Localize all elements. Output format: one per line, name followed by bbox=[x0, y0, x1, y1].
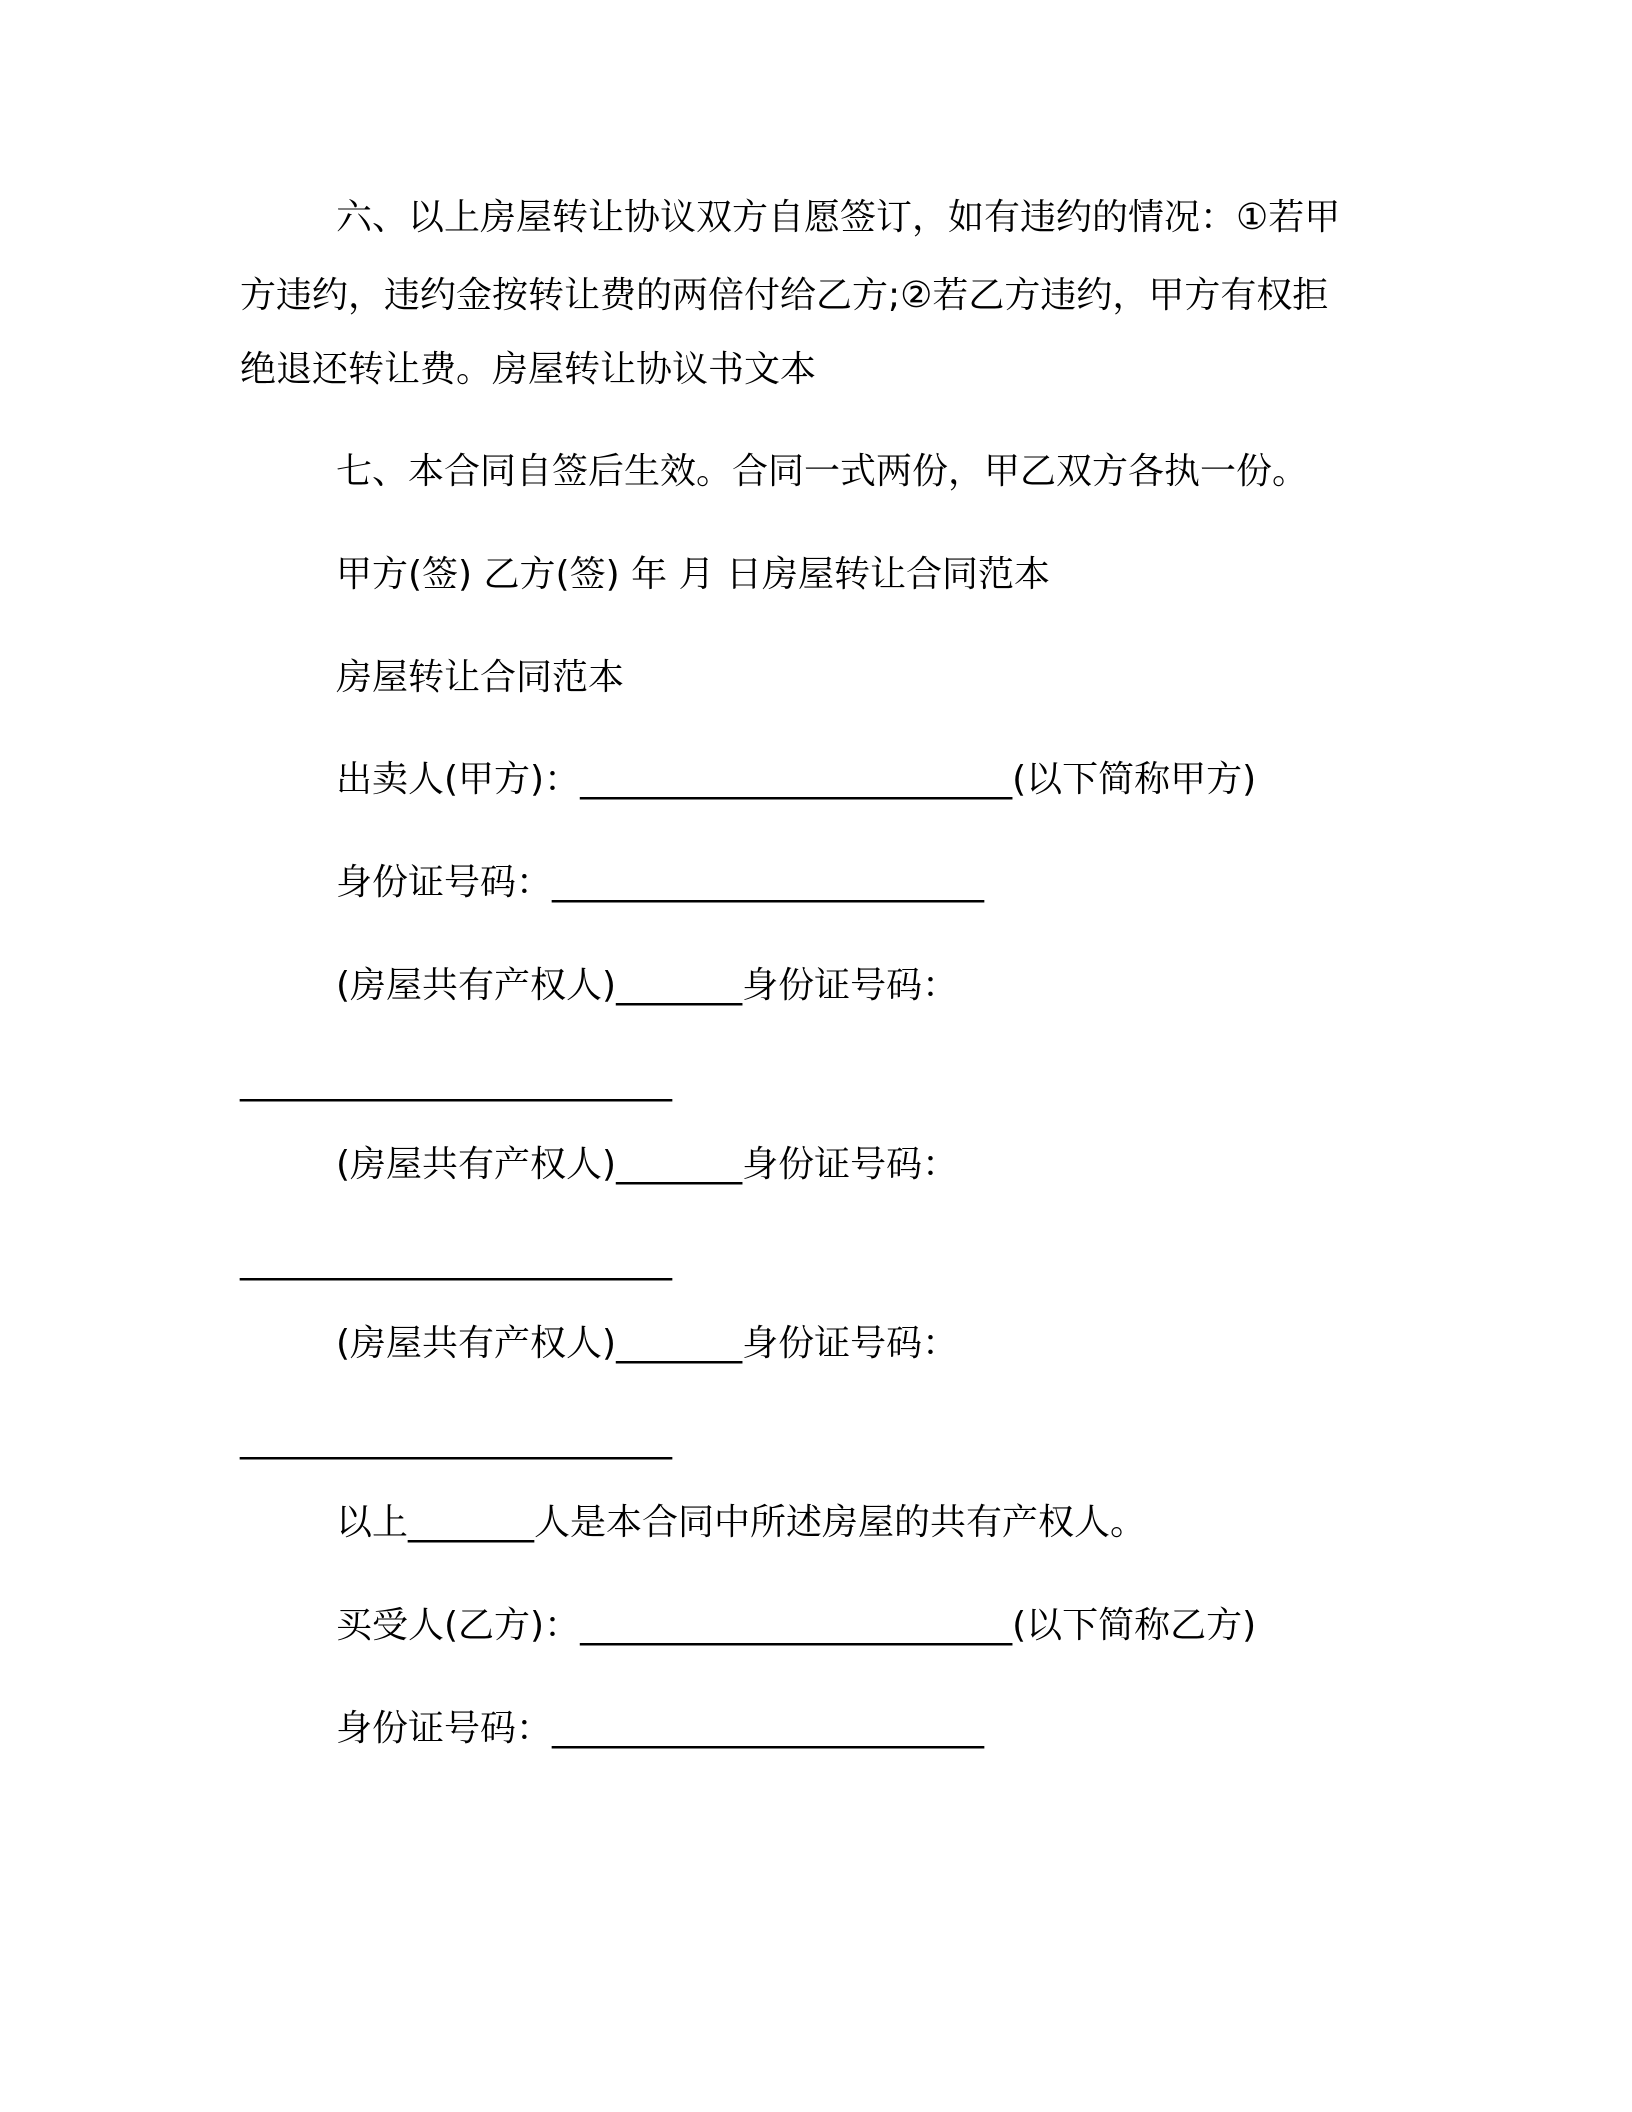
clause-6-line-1: 六、以上房屋转让协议双方自愿签订，如有违约的情况：①若甲 bbox=[336, 197, 1341, 238]
co-owner-2-blank: ________________________ bbox=[240, 1240, 672, 1281]
co-owners-summary: 以上_______人是本合同中所述房屋的共有产权人。 bbox=[336, 1502, 1147, 1543]
signature-line: 甲方(签) 乙方(签) 年 月 日房屋转让合同范本 bbox=[336, 554, 1050, 595]
co-owner-2-label: (房屋共有产权人)_______身份证号码： bbox=[336, 1144, 959, 1185]
clause-6-line-2: 方违约，违约金按转让费的两倍付给乙方;②若乙方违约，甲方有权拒 bbox=[240, 275, 1329, 316]
contract-title: 房屋转让合同范本 bbox=[336, 657, 625, 698]
co-owner-1-blank: ________________________ bbox=[240, 1061, 672, 1102]
co-owner-3-blank: ________________________ bbox=[240, 1419, 672, 1460]
seller-line: 出卖人(甲方)：________________________(以下简称甲方) bbox=[336, 759, 1257, 800]
buyer-line: 买受人(乙方)：________________________(以下简称乙方) bbox=[336, 1605, 1257, 1646]
clause-6-line-3: 绝退还转让费。房屋转让协议书文本 bbox=[240, 349, 817, 390]
co-owner-3-label: (房屋共有产权人)_______身份证号码： bbox=[336, 1323, 959, 1364]
buyer-id-line: 身份证号码：________________________ bbox=[336, 1708, 985, 1749]
co-owner-1-label: (房屋共有产权人)_______身份证号码： bbox=[336, 965, 959, 1006]
clause-7: 七、本合同自签后生效。合同一式两份，甲乙双方各执一份。 bbox=[336, 451, 1309, 492]
seller-id-line: 身份证号码：________________________ bbox=[336, 862, 985, 903]
